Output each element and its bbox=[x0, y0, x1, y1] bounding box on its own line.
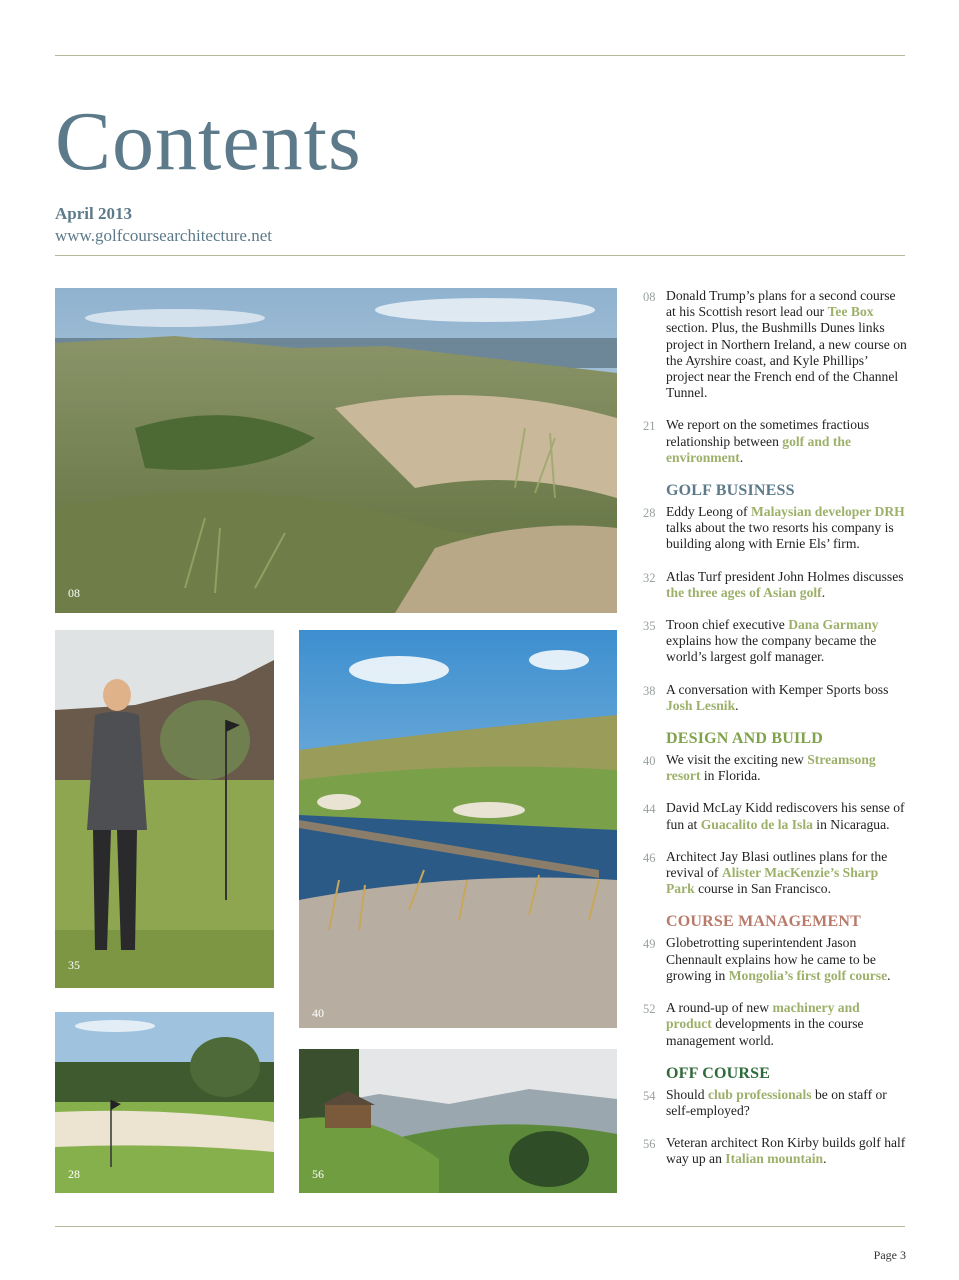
toc-text: Atlas Turf president John Holmes discusses the three ages of Asian golf. bbox=[666, 568, 904, 600]
toc-entry[interactable] bbox=[643, 617, 908, 666]
toc-highlight: the three ages of Asian golf bbox=[666, 584, 822, 600]
toc-entry[interactable] bbox=[643, 1087, 908, 1119]
toc-entry[interactable] bbox=[643, 417, 908, 466]
toc-text: A conversation with Kemper Sports boss Josh Lesnik. bbox=[666, 681, 889, 713]
toc-entry[interactable] bbox=[643, 288, 908, 401]
toc-highlight: Josh Lesnik bbox=[666, 697, 736, 713]
toc-highlight: Tee Box bbox=[827, 304, 874, 320]
toc-page-number: 56 bbox=[643, 1137, 656, 1152]
photo-page-label: 35 bbox=[68, 958, 80, 972]
toc-text: Veteran architect Ron Kirby builds golf half way up an Italian mountain. bbox=[666, 1135, 906, 1167]
toc-highlight: machinery and product bbox=[666, 1000, 860, 1032]
header-rule bbox=[55, 255, 905, 256]
toc-highlight: golf and the environment bbox=[666, 433, 851, 465]
toc-text: We visit the exciting new Streamsong resort in Florida. bbox=[666, 752, 876, 784]
toc-page-number: 44 bbox=[643, 802, 656, 817]
toc-highlight: Streamsong resort bbox=[666, 752, 876, 784]
toc-highlight: Dana Garmany bbox=[788, 617, 879, 633]
toc-text: Troon chief executive Dana Garmany explains how the company became the world’s largest golf manager. bbox=[666, 617, 879, 665]
photo-page-label: 56 bbox=[312, 1167, 324, 1181]
bridge-photo bbox=[299, 630, 617, 1028]
toc-page-number: 52 bbox=[643, 1002, 656, 1017]
toc-entry[interactable] bbox=[643, 569, 908, 601]
toc-highlight: Mongolia’s first golf course bbox=[728, 967, 888, 983]
toc-entry[interactable] bbox=[643, 1000, 908, 1049]
toc-entry[interactable] bbox=[643, 504, 908, 553]
toc-text: Globetrotting superintendent Jason Chennault explains how he came to be growing in Mongolia’s first golf course. bbox=[666, 935, 891, 983]
toc-highlight: Alister MacKenzie’s Sharp Park bbox=[666, 865, 879, 897]
toc-entry[interactable] bbox=[643, 752, 908, 784]
top-rule bbox=[55, 55, 905, 56]
toc-entry[interactable] bbox=[643, 1135, 908, 1167]
toc-entry[interactable] bbox=[643, 682, 908, 714]
portrait-photo bbox=[55, 630, 274, 988]
toc-highlight: club professionals bbox=[707, 1086, 812, 1102]
toc-highlight: Malaysian developer DRH bbox=[750, 504, 905, 520]
toc-text: We report on the sometimes fractious relationship between golf and the environment. bbox=[666, 417, 870, 465]
photo-page-label: 28 bbox=[68, 1167, 80, 1181]
toc-page-number: 28 bbox=[643, 506, 656, 521]
section-heading-off-course: OFF COURSE bbox=[666, 1064, 771, 1082]
issue-date: April 2013 bbox=[55, 204, 132, 223]
dunes-photo bbox=[55, 288, 617, 613]
page-title: Contents bbox=[55, 95, 362, 188]
toc-page-number: 40 bbox=[643, 754, 656, 769]
toc-text: David McLay Kidd rediscovers his sense of fun at Guacalito de la Isla in Nicaragua. bbox=[666, 800, 905, 832]
toc-page-number: 08 bbox=[643, 290, 656, 304]
photo-page-label: 08 bbox=[68, 586, 80, 600]
toc-page-number: 21 bbox=[643, 419, 656, 434]
toc-highlight: Italian mountain bbox=[725, 1151, 824, 1167]
section-heading-golf-business: GOLF BUSINESS bbox=[666, 482, 795, 500]
toc-text: A round-up of new machinery and product developments in the course management world. bbox=[666, 1000, 864, 1048]
toc-page-number: 54 bbox=[643, 1088, 656, 1103]
toc-entry[interactable] bbox=[643, 800, 908, 832]
website-url[interactable]: www.golfcoursearchitecture.net bbox=[55, 226, 272, 245]
mountain-photo bbox=[299, 1049, 617, 1193]
toc-page-number: 46 bbox=[643, 850, 656, 865]
toc-text: Architect Jay Blasi outlines plans for the revival of Alister MacKenzie’s Sharp Park course in San Francisco. bbox=[666, 848, 888, 897]
photo-page-label: 40 bbox=[312, 1006, 324, 1020]
toc-page-number: 49 bbox=[643, 937, 656, 952]
toc-entry[interactable] bbox=[643, 935, 908, 984]
toc-text: Should club professionals be on staff or self-employed? bbox=[666, 1086, 887, 1118]
section-heading-course-management: COURSE MANAGEMENT bbox=[666, 913, 861, 931]
toc-text: Donald Trump’s plans for a second course at his Scottish resort lead our Tee Box section. Plus, the Bushmills Dunes links project in Northern Ireland, a new course on the Ayrshire coast, and Kyle Phillips’ project near the French end of the Channel Tunnel. bbox=[666, 288, 907, 401]
toc-text: Eddy Leong of Malaysian developer DRH talks about the two resorts his company is building along with Ernie Els’ firm. bbox=[666, 504, 905, 552]
toc-page-number: 38 bbox=[643, 683, 656, 698]
toc-highlight: Guacalito de la Isla bbox=[700, 816, 813, 832]
toc-page-number: 35 bbox=[643, 619, 656, 634]
toc-page-number: 32 bbox=[643, 570, 656, 585]
table-of-contents bbox=[643, 288, 908, 1184]
footer-rule bbox=[55, 1226, 905, 1227]
bunker-photo bbox=[55, 1012, 274, 1193]
page-number: Page 3 bbox=[873, 1248, 906, 1262]
section-heading-design-and-build: DESIGN AND BUILD bbox=[666, 730, 824, 748]
toc-entry[interactable] bbox=[643, 849, 908, 898]
